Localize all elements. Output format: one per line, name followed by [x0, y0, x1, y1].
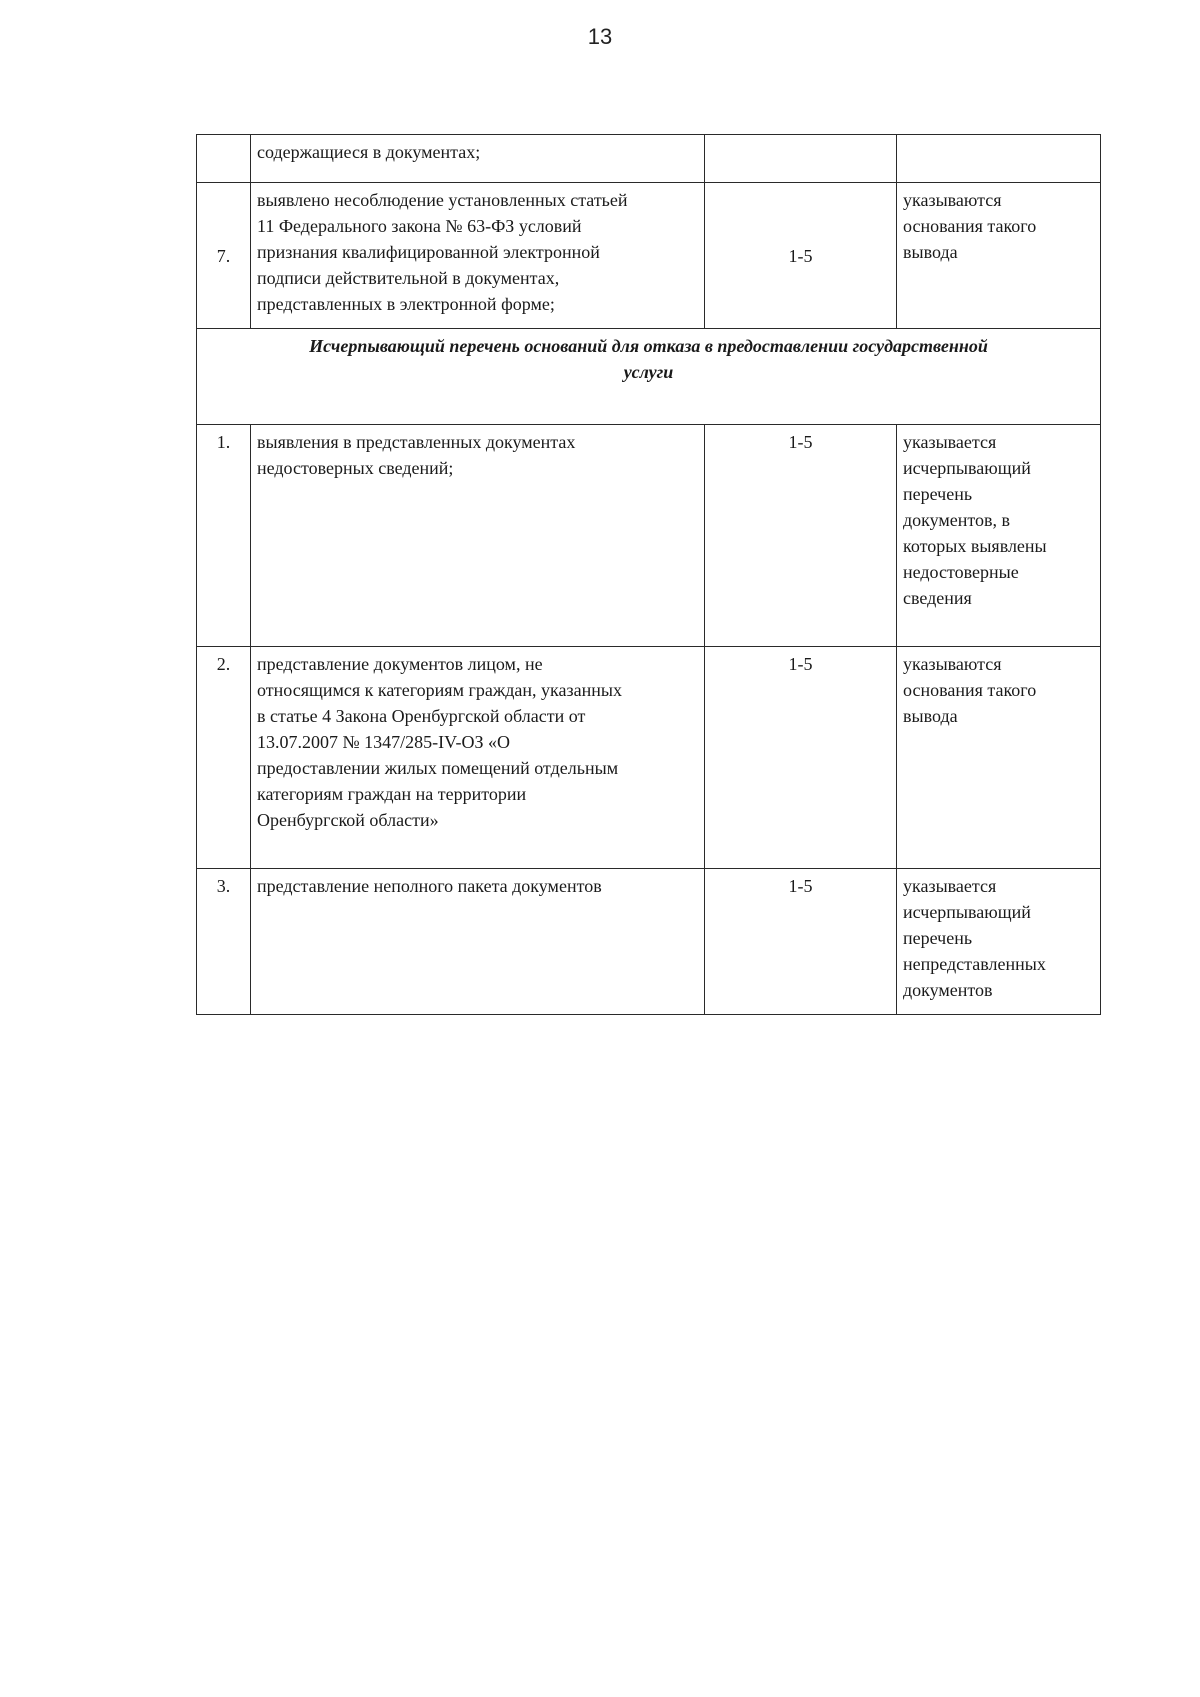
- row-steps: [705, 135, 897, 183]
- table-row: [197, 135, 1101, 183]
- row-text: выявления в представленных документах недостоверных сведений;: [251, 425, 705, 647]
- page-number: 13: [587, 24, 613, 49]
- row-steps: 1-5: [705, 183, 897, 329]
- row-number: 1.: [197, 425, 251, 647]
- table-row: [197, 647, 1101, 869]
- row-text: представление документов лицом, не относящимся к категориям граждан, указанных в статье 4 Закона Оренбургской области от 13.07.2007 № 1347/285-IV-ОЗ «О предоставлении жилых помещений отдельным категориям граждан на территории Оренбургской области»: [251, 647, 705, 869]
- row-text: представление неполного пакета документов: [251, 869, 705, 1015]
- grounds-table: [196, 134, 1101, 1015]
- row-number: 2.: [197, 647, 251, 869]
- row-number: 7.: [197, 183, 251, 329]
- table-row: [197, 869, 1101, 1015]
- row-note: указывается исчерпывающий перечень документов, в которых выявлены недостоверные сведения: [897, 425, 1101, 647]
- row-steps: 1-5: [705, 425, 897, 647]
- row-steps: 1-5: [705, 869, 897, 1015]
- row-number: 3.: [197, 869, 251, 1015]
- row-number: [197, 135, 251, 183]
- row-note: [897, 135, 1101, 183]
- section-row: [197, 329, 1101, 425]
- section-heading: Исчерпывающий перечень оснований для отказа в предоставлении государственной услуги: [197, 329, 1101, 425]
- table-row: [197, 183, 1101, 329]
- row-note: указываются основания такого вывода: [897, 183, 1101, 329]
- row-note: указывается исчерпывающий перечень непредставленных документов: [897, 869, 1101, 1015]
- row-note: указываются основания такого вывода: [897, 647, 1101, 869]
- table-row: [197, 425, 1101, 647]
- row-steps: 1-5: [705, 647, 897, 869]
- row-text: выявлено несоблюдение установленных статьей 11 Федерального закона № 63-ФЗ условий признания квалифицированной электронной подписи действительной в документах, представленных в электронной форме;: [251, 183, 705, 329]
- row-text: содержащиеся в документах;: [251, 135, 705, 183]
